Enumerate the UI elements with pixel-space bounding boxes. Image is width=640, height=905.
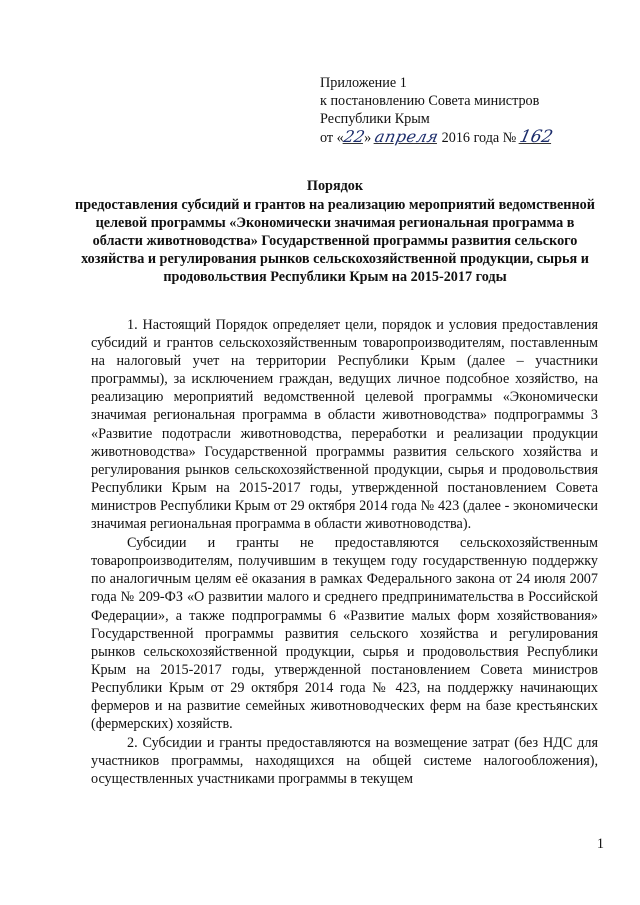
handwritten-number: 162 [517,127,555,147]
document-body [91,316,598,788]
handwritten-day: 22 [341,127,367,146]
handwritten-month: апреля [372,127,441,146]
paragraph-2: Субсидии и гранты не предоставляются сельскохозяйственным товаропроизводителям, получившим в текущем году государственную поддержку по аналогичным целям её оказания в рамках Федерального закона от 24 июля 2007 года № 209-ФЗ «О развитии малого и среднего предпринимательства в Российской Федерации», а также подпрограммы 6 «Развитие малых форм хозяйствования» Государственной программы развития сельского хозяйства и регулирования рынков сельскохозяйственной продукции, сырья и продовольствия Республики Крым на 2015-2017 годы, утвержденной постановлением Совета министров Республики Крым от 29 октября 2014 года № 423, на поддержку начинающих фермеров и на развитие семейных животноводческих ферм на базе крестьянских (фермерских) хозяйств. [91,535,598,733]
document-title [70,177,600,286]
appendix-resolution: к постановлению Совета министров [320,93,540,109]
page-number: 1 [596,836,604,852]
appendix-title: Приложение 1 [320,75,407,91]
paragraph-1: 1. Настоящий Порядок определяет цели, порядок и условия предоставления субсидий и грантов сельскохозяйственным товаропроизводителям, поставленным на налоговый учет на территории Республики Крым (далее – участники программы), за исключением граждан, ведущих личное подсобное хозяйство, на реализацию мероприятий ведомственной целевой программы «Экономически значимая региональная программа в области животноводства» подпрограммы 3 «Развитие подотрасли животноводства, переработки и реализации продукции животноводства» Государственной программы развития сельского хозяйства и регулирования рынков сельскохозяйственной продукции, сырья и продовольствия Республики Крым на 2015-2017 годы, утвержденной постановлением Совета министров Республики Крым от 29 октября 2014 года № 423 (далее - экономически значимая региональная программа в области животноводства). [91,317,598,533]
appendix-republic: Республики Крым [320,111,430,127]
paragraph-3: 2. Субсидии и гранты предоставляются на возмещение затрат (без НДС для участников программы, находящихся на общей системе налогообложения), осуществленных участниками программы в текущем [91,735,598,788]
appendix-block [320,74,555,147]
date-prefix: от « [320,130,344,146]
date-suffix: 2016 года № [438,130,520,146]
title-heading: Порядок [306,178,364,194]
appendix-date-line [320,127,555,147]
title-text: предоставления субсидий и грантов на реализацию мероприятий ведомственной целевой программы «Экономически значимая региональная программа в области животноводства» Государственной программы развития сельского хозяйства и регулирования рынков сельскохозяйственной продукции, сырья и продовольствия Республики Крым на 2015-2017 годы [75,197,595,285]
date-mid: » [364,130,375,146]
